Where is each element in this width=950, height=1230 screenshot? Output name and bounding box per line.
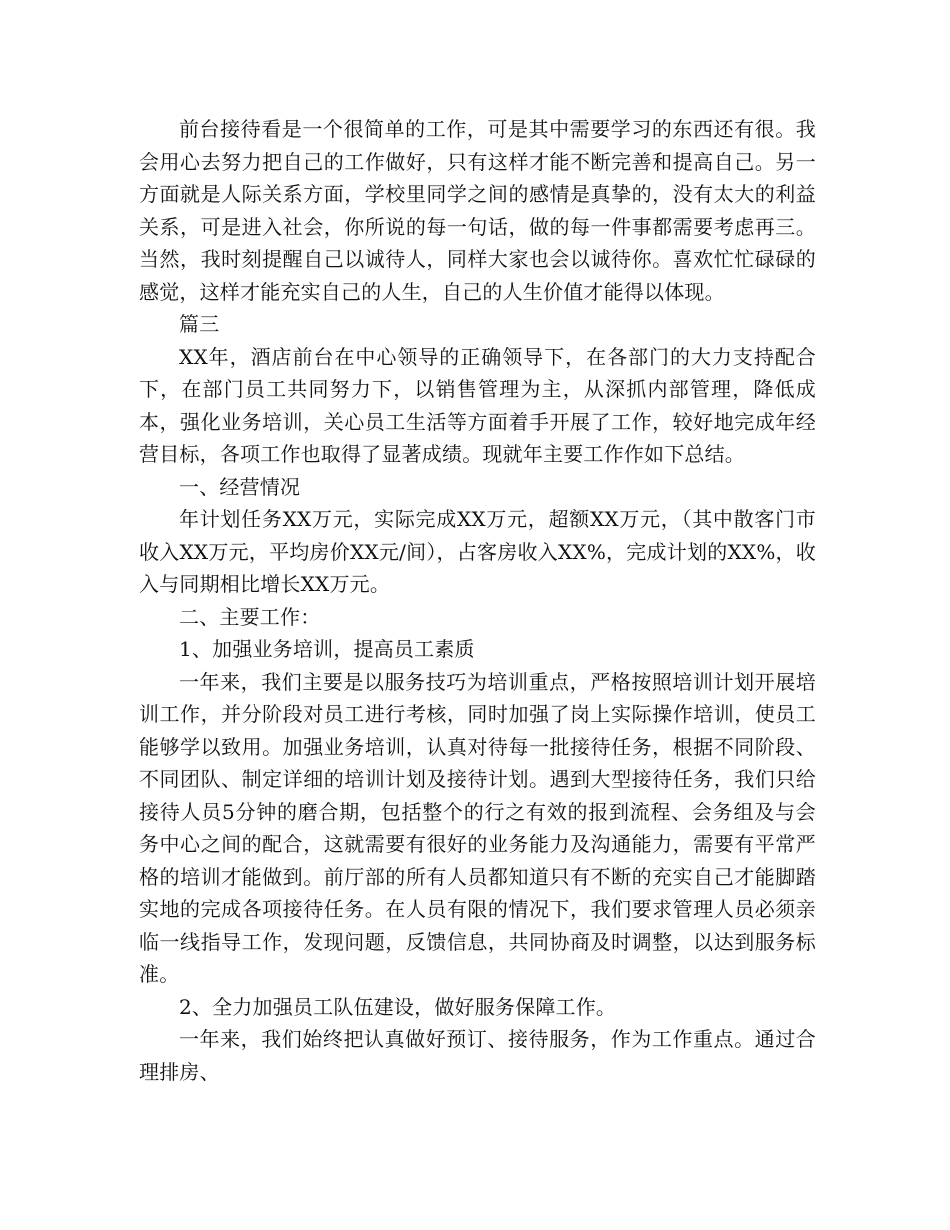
- paragraph-business-figures: 年计划任务XX万元，实际完成XX万元，超额XX万元，（其中散客门市收入XX万元，平均房价XX元/间），占客房收入XX%，完成计划的XX%，收入与同期相比增长XX万元。: [139, 507, 816, 596]
- paragraph-annual-overview: XX年，酒店前台在中心领导的正确领导下，在各部门的大力支持配合下，在部门员工共同努力下，以销售管理为主，从深抓内部管理，降低成本，强化业务培训，关心员工生活等方面着手开展了工作，较好地完成年经营目标，各项工作也取得了显著成绩。现就年主要工作作如下总结。: [139, 344, 816, 466]
- heading-business-status: 一、经营情况: [179, 474, 301, 499]
- paragraph-reception-reflection: 前台接待看是一个很简单的工作，可是其中需要学习的东西还有很。我会用心去努力把自己的工作做好，只有这样才能不断完善和提高自己。另一方面就是人际关系方面，学校里同学之间的感情是真挚的，没有太大的利益关系，可是进入社会，你所说的每一句话，做的每一件事都需要考虑再三。当然，我时刻提醒自己以诚待人，同样大家也会以诚待你。喜欢忙忙碌碌的感觉，这样才能充实自己的人生，自己的人生价值才能得以体现。: [139, 117, 816, 304]
- subheading-team-building: 2、全力加强员工队伍建设，做好服务保障工作。: [179, 994, 617, 1019]
- section-heading-part-three: 篇三: [179, 312, 220, 336]
- paragraph-training-details: 一年来，我们主要是以服务技巧为培训重点，严格按照培训计划开展培训工作，并分阶段对员工进行考核，同时加强了岗上实际操作培训，使员工能够学以致用。加强业务培训，认真对待每一批接待任务，根据不同阶段、不同团队、制定详细的培训计划及接待计划。遇到大型接待任务，我们只给接待人员5分钟的磨合期，包括整个的行之有效的报到流程、会务组及与会务中心之间的配合，这就需要有很好的业务能力及沟通能力，需要有平常严格的培训才能做到。前厅部的所有人员都知道只有不断的充实自己才能脚踏实地的完成各项接待任务。在人员有限的情况下，我们要求管理人员必须亲临一线指导工作，发现问题，反馈信息，共同协商及时调整，以达到服务标准。: [139, 669, 816, 986]
- heading-main-work: 二、主要工作：: [179, 604, 321, 629]
- subheading-training: 1、加强业务培训，提高员工素质: [179, 637, 475, 661]
- paragraph-reservation-service: 一年来，我们始终把认真做好预订、接待服务，作为工作重点。通过合理排房、: [139, 1027, 816, 1084]
- document-body: [139, 113, 816, 1088]
